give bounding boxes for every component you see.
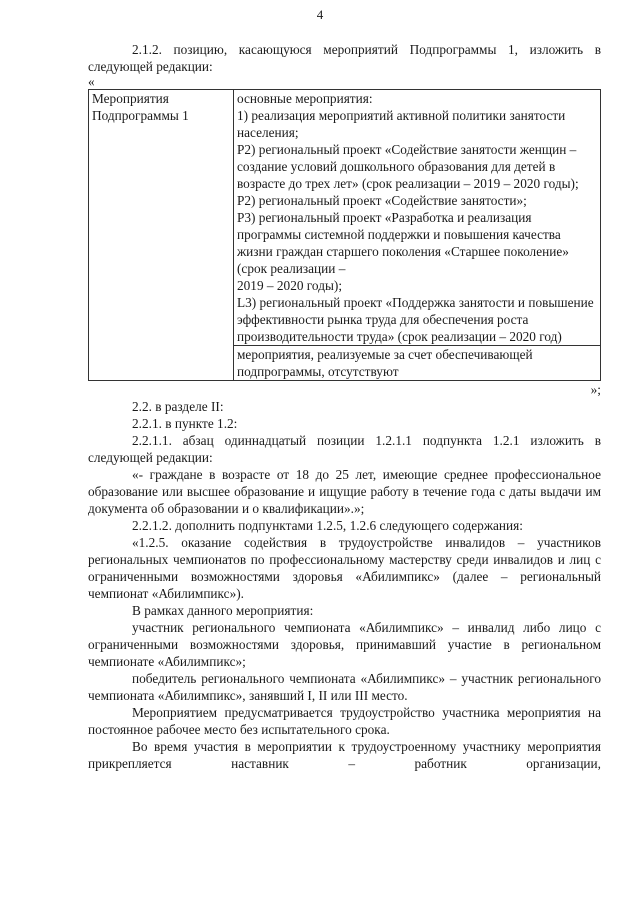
intro-paragraph: 2.1.2. позицию, касающуюся мероприятий Подпрограммы 1, изложить в следующей редакции: xyxy=(88,42,601,74)
page-number: 4 xyxy=(316,7,324,22)
table-item: 2019 – 2020 годы); xyxy=(237,278,343,293)
table-label-text: Мероприятия Подпрограммы 1 xyxy=(92,91,189,123)
body-paragraph: 2.2.1. в пункте 1.2: xyxy=(132,416,238,431)
body-paragraph: Мероприятием предусматривается трудоустройство участника мероприятия на постоянное рабочее место без испытательного срока. xyxy=(88,705,601,737)
body-paragraph: Во время участия в мероприятии к трудоустроенному участнику мероприятия прикрепляется наставник – работник организации, xyxy=(88,739,601,771)
document-body xyxy=(88,41,601,772)
body-paragraph: 2.2.1.1. абзац одиннадцатый позиции 1.2.1.1 подпункта 1.2.1 изложить в следующей редакции: xyxy=(88,433,601,465)
table-item: Р2) региональный проект «Содействие занятости»; xyxy=(237,193,527,208)
table-item: L3) региональный проект «Поддержка занятости и повышение эффективности рынка труда для обеспечения роста производительности труда» (срок реализации – 2020 год) xyxy=(237,295,594,344)
table-secondary-text: мероприятия, реализуемые за счет обеспечивающей подпрограммы, отсутствуют xyxy=(237,347,533,379)
open-quote: « xyxy=(88,74,95,89)
table-secondary-cell xyxy=(234,346,601,381)
program-table xyxy=(88,89,601,381)
paragraph-list xyxy=(88,398,601,772)
close-quote: »; xyxy=(590,382,601,397)
body-paragraph: В рамках данного мероприятия: xyxy=(132,603,314,618)
body-paragraph: «- граждане в возрасте от 18 до 25 лет, имеющие среднее профессиональное образование или высшее образование и ищущие работу в течение года с даты выдачи им документа об образовании и о квалификации».»; xyxy=(88,467,601,516)
body-paragraph: 2.2. в разделе II: xyxy=(132,399,224,414)
table-item: Р3) региональный проект «Разработка и реализация программы системной поддержки и повышения качества жизни граждан старшего поколения «Старшее поколение» (срок реализации – xyxy=(237,210,569,276)
table-item: основные мероприятия: xyxy=(237,91,373,106)
table-item: 1) реализация мероприятий активной политики занятости населения; xyxy=(237,108,566,140)
body-paragraph: «1.2.5. оказание содействия в трудоустройстве инвалидов – участников региональных чемпионатов по профессиональному мастерству среди инвалидов и лиц с ограниченными возможностями здоровья «Абилимпикс» (далее – региональный чемпионат «Абилимпикс»). xyxy=(88,535,601,601)
table-main-cell xyxy=(234,90,601,346)
body-paragraph: 2.2.1.2. дополнить подпунктами 1.2.5, 1.2.6 следующего содержания: xyxy=(132,518,523,533)
table-label-cell xyxy=(89,90,234,381)
body-paragraph: участник регионального чемпионата «Абилимпикс» – инвалид либо лицо с ограниченными возможностями здоровья, принимавший участие в региональном чемпионате «Абилимпикс»; xyxy=(88,620,601,669)
body-paragraph: победитель регионального чемпионата «Абилимпикс» – участник регионального чемпионата «Абилимпикс», занявший I, II или III место. xyxy=(88,671,601,703)
table-row-main xyxy=(89,90,601,346)
table-item: Р2) региональный проект «Содействие занятости женщин – создание условий дошкольного образования для детей в возрасте до трех лет» (срок реализации – 2019 – 2020 годы); xyxy=(237,142,579,191)
